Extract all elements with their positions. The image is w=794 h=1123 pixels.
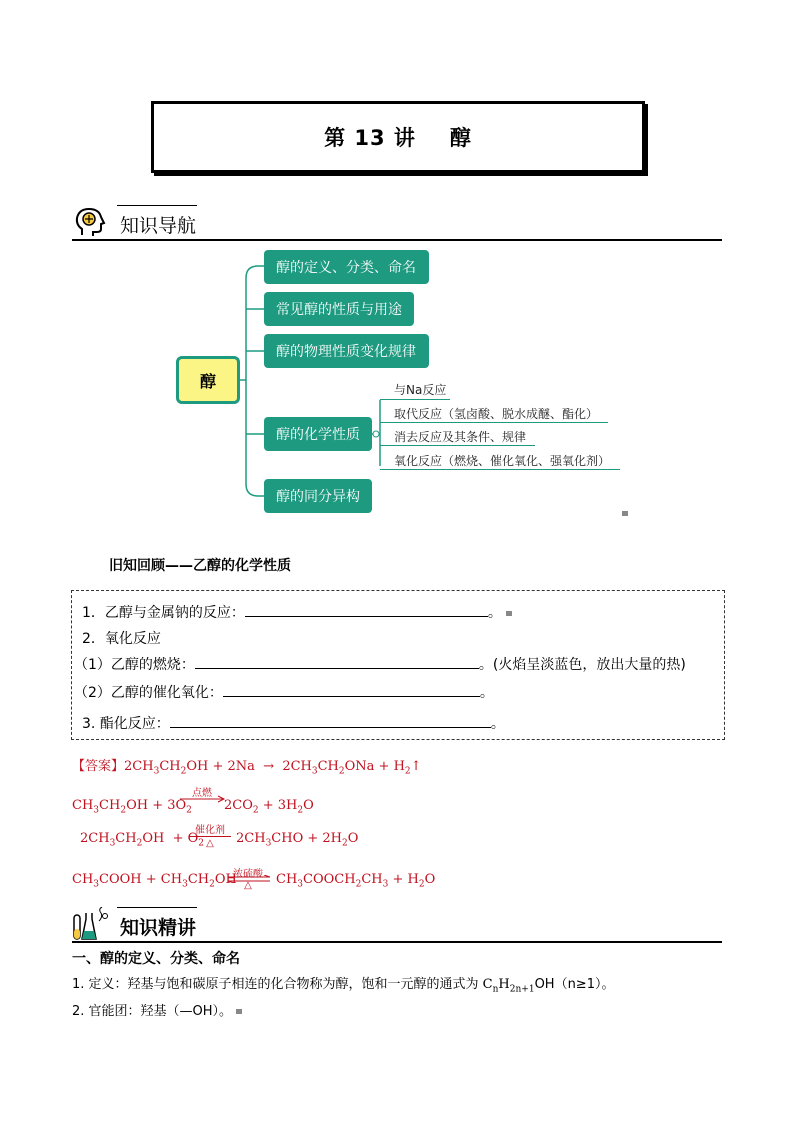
- lecture-number: 第 13 讲: [324, 126, 416, 150]
- question-1: 1．乙醇与金属钠的反应： 。: [82, 602, 512, 622]
- answer-blank-1[interactable]: [245, 602, 488, 617]
- answer-equation-catalytic-right: $2CH_3CHO + 2H_2O$: [236, 831, 359, 849]
- answer-equation-ester-right: $CH_3COOCH_2CH_3 + H_2O$: [276, 872, 436, 890]
- mindmap-branch-definition: 醇的定义、分类、命名: [264, 250, 429, 284]
- question-2: 2．氧化反应: [82, 631, 161, 647]
- mindmap-branch-physical-properties: 醇的物理性质变化规律: [264, 334, 429, 368]
- answer-blank-3[interactable]: [170, 713, 491, 728]
- section-1-heading: 一、醇的定义、分类、命名: [72, 951, 240, 967]
- review-title: 旧知回顾——乙醇的化学性质: [109, 558, 291, 574]
- answer-blank-2a[interactable]: [195, 654, 479, 669]
- mindmap-branch-isomers: 醇的同分异构: [264, 479, 372, 513]
- answer-equation-combustion-right: $2CO_2 + 3H_2O$: [224, 798, 314, 816]
- question-3: 3. 酯化反应： 。: [82, 713, 505, 733]
- mindmap-leaf-elimination: 消去反应及其条件、规律: [394, 430, 527, 444]
- mindmap-branch-common-alcohols: 常见醇的性质与用途: [264, 292, 414, 326]
- mindmap-root: 醇: [176, 356, 240, 404]
- condition-catalyst: 催化剂: [195, 825, 225, 836]
- functional-group-paragraph: 2. 官能团：羟基（—OH）。: [72, 1000, 242, 1019]
- section-title-lecture: 知识精讲: [120, 917, 197, 939]
- condition-acid: 浓硫酸: [233, 869, 263, 880]
- mindmap-leaf-oxidation: 氧化反应（燃烧、催化氧化、强氧化剂）: [394, 454, 611, 468]
- lab-flask-icon: [72, 907, 112, 943]
- definition-paragraph: 1. 定义：羟基与饱和碳原子相连的化合物称为醇，饱和一元醇的通式为 $C_nH_{2n+1}OH(n\ge 1)$。: [72, 977, 615, 995]
- condition-ignite: 点燃: [192, 788, 212, 799]
- section-title-nav: 知识导航: [120, 215, 197, 237]
- mindmap-branch-chemical-properties: 醇的化学性质: [264, 417, 372, 451]
- lecture-topic: 醇: [449, 126, 472, 150]
- mindmap-leaf-substitution: 取代反应（氢卤酸、脱水成醚、酯化）: [394, 407, 599, 421]
- question-2a: （1）乙醇的燃烧： 。(火焰呈淡蓝色，放出大量的热): [74, 654, 686, 674]
- condition-heat-1: △: [206, 838, 214, 849]
- section-header-lecture: [72, 907, 722, 947]
- answer-equation-sodium: 【答案】$2CH_3CH_2OH + 2Na \to 2CH_3CH_2ONa$ + $H_2↑$: [72, 759, 422, 777]
- answer-equation-catalytic-left: $2CH_3CH_2OH + O_2$: [80, 831, 205, 849]
- answer-equation-ester-left: $CH_3COOH + CH_3CH_2OH$: [72, 872, 237, 890]
- mindmap-leaf-na: 与Na反应: [394, 383, 447, 397]
- answer-blank-2b[interactable]: [223, 682, 480, 697]
- answer-equation-combustion-left: $CH_3CH_2OH + 3O_2$: [72, 798, 192, 816]
- condition-heat-2: △: [244, 880, 252, 891]
- question-2b: （2）乙醇的催化氧化： 。: [74, 682, 494, 702]
